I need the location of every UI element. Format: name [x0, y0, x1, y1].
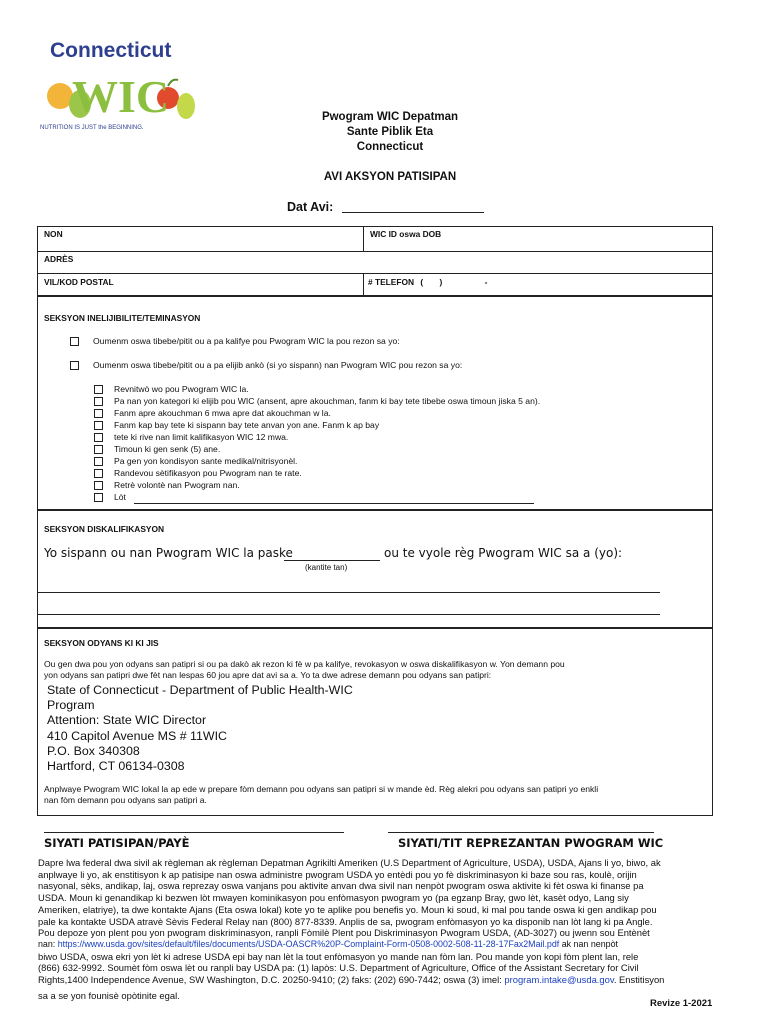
address-line: Program [47, 698, 95, 713]
fair-hearing-para-line-1: Ou gen dwa pou yon odyans san patipri si ou pa dakò ak rezon ki fè w pa kalifye, revokasyon w oswa diskalifikasyon w. Yon demann pou [44, 659, 565, 669]
reason-checkbox-category[interactable] [94, 397, 103, 406]
reason-item [94, 468, 654, 480]
agency-line-3: Connecticut [356, 141, 424, 153]
phone-field[interactable] [368, 277, 487, 287]
assistance-para-line-1: Anplwaye Pwogram WIC lokal la ap ede w prepare fòm demann pou odyans san patipri si w mande èd. Règ alekri pou odyans san patipri yo enkli [44, 784, 599, 794]
rep-signature-field[interactable] [388, 832, 654, 833]
reason-label: Revnitwò wo pou Pwogram WIC la. [114, 384, 249, 394]
reason-checkbox-limit[interactable] [94, 433, 103, 442]
address-line: Attention: State WIC Director [47, 713, 207, 728]
statement-line: sa a se yon founisè opòtinite egal. [38, 989, 180, 1001]
participant-signature-label: SIYATI PATISIPAN/PAYÈ [44, 836, 190, 850]
complaint-form-link[interactable]: https://www.usda.gov/sites/default/files/documents/USDA-OASCR%20P-Complaint-Form-0508-0002-508-11-28-17Fax2Mail.pdf [57, 938, 560, 949]
reason-checkbox-other[interactable] [94, 493, 103, 502]
fair-hearing-para-line-2: yon odyans san patipri dwe fèt nan lespas 60 jou apre dat avi sa a. Yo ta dwe adrese demann pou odyans san patipri: [44, 670, 492, 680]
other-reason-field[interactable] [134, 503, 534, 504]
agency-header [290, 110, 490, 155]
reason-checkbox-postpartum[interactable] [94, 409, 103, 418]
reason-item [94, 444, 654, 456]
statement-line: Pou depoze yon plent pou yon pwogram diskriminasyon, ranpli Fòmilè Plent pou Diskriminasyon Pwogram USDA, (AD-3027) ou jwenn sou Entènèt [38, 927, 650, 939]
phone-paren-close: ) [439, 277, 443, 287]
statement-line: nasyonal, sèks, andikap, laj, oswa reprezay oswa vanjans pou aktivite anvan dwa sivil nan nenpòt pwogram oswa aktivite ki fèt oswa ki finanse pa [38, 880, 644, 892]
reason-checkbox-missed[interactable] [94, 469, 103, 478]
statement-text: nan: [38, 938, 58, 949]
terminated-option-label: Oumenm oswa tibebe/pitit ou a pa elijib ankò (si yo sispann) nan Pwogram WIC pou rezon sa yo: [93, 360, 463, 370]
agency-line-2: Sante Piblik Eta [346, 126, 434, 138]
fair-hearing-title: SEKSYON ODYANS KI KI JIS [44, 638, 159, 648]
violation-line-2[interactable] [38, 614, 660, 615]
reason-list [94, 384, 654, 504]
reason-item [94, 432, 654, 444]
reason-label: Retrè volontè nan Pwogram nan. [114, 480, 240, 490]
date-label: Dat Avi: [287, 200, 334, 214]
reason-item [94, 480, 654, 492]
statement-line: biwo USDA, oswa ekri yon lèt ki adrese USDA epi bay nan lèt la tout enfòmasyon yo mande nan fòm lan. Pou mande yon kopi fòm plent lan, rele [38, 950, 639, 962]
reason-item [94, 408, 654, 420]
logo-tagline: NUTRITION IS JUST the BEGINNING. [40, 125, 144, 131]
reason-checkbox-age[interactable] [94, 445, 103, 454]
phone-dash: - [484, 277, 488, 287]
reason-item [94, 456, 654, 468]
ineligible-checkbox[interactable] [70, 337, 79, 346]
reason-item [94, 384, 654, 396]
duration-field[interactable] [284, 560, 380, 561]
usda-email-link[interactable]: program.intake@usda.gov [504, 974, 614, 986]
name-field[interactable]: NON [44, 229, 63, 239]
duration-caption: (kantite tan) [305, 563, 348, 572]
address-line: State of Connecticut - Department of Public Health-WIC [47, 683, 353, 697]
reason-label: Fanm kap bay tete ki sispann bay tete anvan yon ane. Fanm k ap bay [114, 420, 380, 430]
reason-label: Pa gen yon kondisyon sante medikal/nitrisyonèl. [114, 456, 298, 466]
statement-line [38, 974, 718, 986]
statement-text: . Enstitisyon [613, 974, 665, 986]
reason-checkbox-medical[interactable] [94, 457, 103, 466]
statement-line [38, 939, 718, 951]
disqualification-title: SEKSYON DISKALIFIKASYON [44, 524, 165, 534]
reason-item [94, 492, 654, 504]
address-field[interactable]: ADRÈS [44, 254, 74, 264]
date-field[interactable] [342, 212, 484, 213]
statement-text: ak nan nenpòt [559, 938, 618, 949]
violation-line-1[interactable] [38, 592, 660, 593]
reason-label: Pa nan yon kategori ki elijib pou WIC (ansent, apre akouchman, fanm ki bay tete tibebe oswa timoun jiska 5 an). [114, 396, 541, 406]
address-line: 410 Capitol Avenue MS # 11WIC [47, 728, 227, 743]
reason-checkbox-breastfeeding[interactable] [94, 421, 103, 430]
disqualification-sentence-a: Yo sispann ou nan Pwogram WIC la paske [44, 546, 293, 560]
wic-logo-graphic [36, 36, 196, 132]
reason-checkbox-income[interactable] [94, 385, 103, 394]
address-line: Hartford, CT 06134-0308 [47, 759, 185, 774]
logo-mark: WIC [72, 71, 170, 122]
terminated-checkbox[interactable] [70, 361, 79, 370]
statement-line: Ameriken, elatriye), ta dwe kontakte Ajans (Eta oswa lokal) kote yo te aplike pou benefis yo. Moun ki soud, ki mal pou tande oswa ki gen andikap pou [38, 903, 657, 915]
reason-label: Randevou sètifikasyon pou Pwogram nan te rate. [114, 468, 302, 478]
agency-line-1: Pwogram WIC Depatman [321, 111, 459, 123]
phone-paren-open: ( [420, 277, 424, 287]
statement-line: anplwaye li yo, ak enstitisyon k ap patisipe nan oswa administre pwogram USDA yo entèdi pou yo fè diskriminasyon ki baze sou ras, koulè, orijin [38, 868, 637, 880]
form-title: AVI AKSYON PATISIPAN [323, 171, 457, 183]
ineligible-option-label: Oumenm oswa tibebe/pitit ou a pa kalifye pou Pwogram WIC la pou rezon sa yo: [93, 336, 400, 346]
reason-item [94, 420, 654, 432]
rep-signature-label: SIYATI/TIT REPREZANTAN PWOGRAM WIC [398, 836, 664, 850]
reason-label: Fanm apre akouchman 6 mwa apre dat akouchman w la. [114, 408, 331, 418]
revision-label: Revize 1-2021 [650, 998, 713, 1009]
reason-item [94, 396, 654, 408]
address-line: P.O. Box 340308 [47, 743, 140, 758]
logo-title: Connecticut [50, 39, 172, 62]
nondiscrimination-statement [38, 857, 718, 1001]
phone-label: # TELEFON [368, 277, 415, 287]
disqualification-sentence-b: ou te vyole règ Pwogram WIC sa a (yo): [384, 546, 623, 560]
reason-label: Lòt [114, 492, 126, 502]
wic-logo [36, 36, 196, 132]
statement-line: pale ka kontakte USDA atravè Sèvis Federal Relay nan (800) 877-8339. Anplis de sa, pwogram enfòmasyon yo ka disponib nan lòt lang ki pa Angle. [38, 915, 653, 927]
reason-label: Timoun ki gen senk (5) ane. [114, 444, 221, 454]
wic-id-field[interactable]: WIC ID oswa DOB [370, 229, 442, 239]
statement-line: USDA. Moun ki genandikap ki bezwen lòt mwayen kominikasyon pou enfòmasyon pwogram yo (pa egzanp Bray, gwo lèt, kasèt odyo, Lang siy [38, 892, 629, 904]
reason-checkbox-voluntary[interactable] [94, 481, 103, 490]
assistance-para-line-2: nan fòm demann pou odyans san patipri a. [44, 795, 207, 805]
ineligibility-title: SEKSYON INELIJIBILITE/TEMINASYON [44, 313, 201, 323]
hearing-address [47, 683, 353, 774]
reason-label: tete ki rive nan limit kalifikasyon WIC 12 mwa. [114, 432, 289, 442]
city-zip-field[interactable]: VIL/KOD POSTAL [44, 277, 114, 287]
participant-signature-field[interactable] [44, 832, 344, 833]
statement-line: (866) 632-9992. Soumèt fòm oswa lèt ou ranpli bay USDA pa: (1) lapòs: U.S. Department of Agriculture, Office of the Assistant Secretary for Civil [38, 962, 639, 974]
statement-text: Rights,1400 Independence Avenue, SW Washington, D.C. 20250-9410; (2) faks: (202) 690-7442; oswa (3) imel: [38, 974, 505, 986]
statement-line: Dapre lwa federal dwa sivil ak règleman ak règleman Depatman Agrikilti Ameriken (U.S Department of Agriculture, USDA), USDA, Ajans li yo, biwo, ak [38, 857, 661, 868]
